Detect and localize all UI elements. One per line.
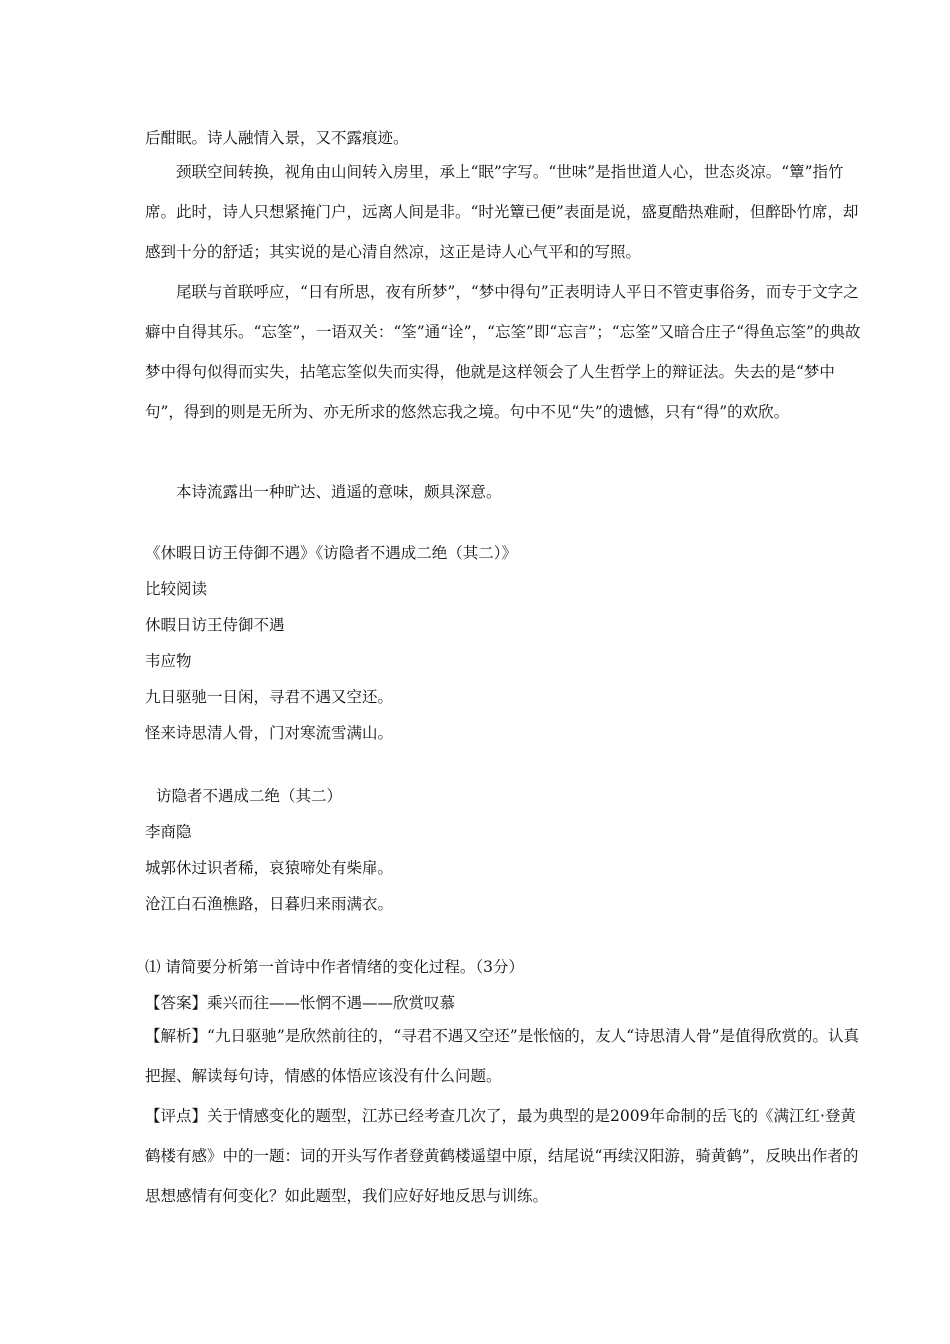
explanation-paragraph: 【解析】“九日驱驰”是欣然前往的，“寻君不遇又空还”是怅恼的，友人“诗思清人骨”是值得欣赏的。认真把握、解读每句诗，情感的体悟应该没有什么问题。 xyxy=(145,1027,860,1085)
poem1-line-2: 怪来诗思清人骨，门对寒流雪满山。 xyxy=(145,724,394,742)
poem2-line-2: 沧江白石渔樵路，日暮归来雨满衣。 xyxy=(145,895,394,913)
poem2-line-1: 城郭休过识者稀，哀猿啼处有柴扉。 xyxy=(145,859,394,877)
analysis-paragraph-tail-couplet: 尾联与首联呼应，“日有所思，夜有所梦”，“梦中得句”正表明诗人平日不管吏事俗务，而专于文字之癖中自得其乐。“忘筌”，一语双关：“筌”通“诠”，“忘筌”即“忘言”；“忘筌”又暗合庄子“得鱼忘筌”的典故梦中得句似得而实失，拈笔忘筌似失而实得，他就是这样领会了人生哲学上的辩证法。失去的是“梦中 句”，得到的则是无所为、亦无所求的悠然忘我之境。句中不见“失”的遗憾，只有“得”的欢欣。 xyxy=(145,283,861,421)
question-1: ⑴ 请简要分析第一首诗中作者情绪的变化过程。（3分） xyxy=(145,958,525,976)
poem1-author: 韦应物 xyxy=(145,652,192,670)
poem2-author: 李商隐 xyxy=(145,823,192,841)
comparison-label: 比较阅读 xyxy=(145,580,208,598)
poem1-line-1: 九日驱驰一日闲，寻君不遇又空还。 xyxy=(145,688,394,706)
answer-line: 【答案】乘兴而往——怅惘不遇——欣赏叹慕 xyxy=(145,994,456,1012)
analysis-paragraph-summary: 本诗流露出一种旷达、逍遥的意味，颇具深意。 xyxy=(176,483,502,501)
poem2-title: 访隐者不遇成二绝（其二） xyxy=(156,787,343,805)
comparison-heading: 《休暇日访王侍御不遇》《访隐者不遇成二绝（其二）》 xyxy=(145,544,518,562)
analysis-paragraph-neck-couplet: 颈联空间转换，视角由山间转入房里，承上“眠”字写。“世味”是指世道人心，世态炎凉。“簟”指竹席。此时，诗人只想紧掩门户，远离人间是非。“时光簟已便”表面是说，盛夏酷热难耐，但醉卧竹席，却感到十分的舒适；其实说的是心清自然凉，这正是诗人心气平和的写照。 xyxy=(145,163,859,261)
comment-paragraph: 【评点】关于情感变化的题型，江苏已经考查几次了，最为典型的是2009年命制的岳飞的《满江红·登黄鹤楼有感》中的一题：词的开头写作者登黄鹤楼遥望中原，结尾说“再续汉阳游，骑黄鹤”，反映出作者的思想感情有何变化？如此题型，我们应好好地反思与训练。 xyxy=(145,1107,859,1205)
analysis-paragraph-continuation: 后酣眠。诗人融情入景，又不露痕迹。 xyxy=(145,129,409,147)
poem1-title: 休暇日访王侍御不遇 xyxy=(145,616,285,634)
